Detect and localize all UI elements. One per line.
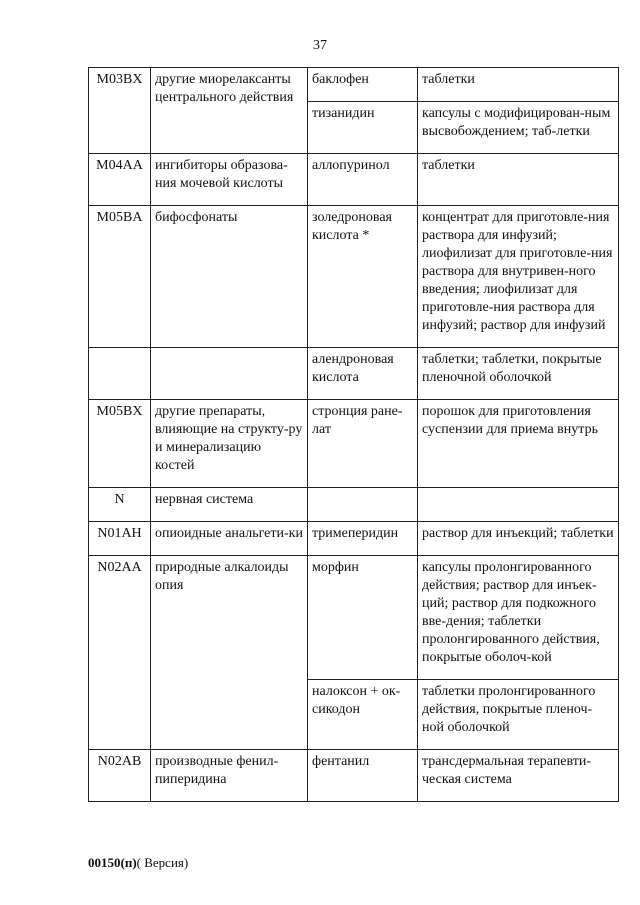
atc-group: нервная система: [151, 488, 308, 522]
atc-group: бифосфонаты: [151, 206, 308, 348]
atc-group: другие миорелаксанты центрального действия: [151, 68, 308, 154]
document-code: 00150(п): [88, 855, 137, 870]
dosage-form: капсулы с модифицирован-ным высвобождением; таб-летки: [418, 102, 619, 154]
table-row: [89, 750, 619, 802]
atc-group: опиоидные анальгети-ки: [151, 522, 308, 556]
atc-group: [151, 348, 308, 400]
table-row: [89, 556, 619, 680]
drug-name: тримеперидин: [308, 522, 418, 556]
table-row: [89, 154, 619, 206]
atc-group: другие препараты, влияющие на структу-ру и минерализацию костей: [151, 400, 308, 488]
drug-name: аллопуринол: [308, 154, 418, 206]
table-row: [89, 522, 619, 556]
table-row: [89, 68, 619, 102]
atc-group: природные алкалоиды опия: [151, 556, 308, 750]
atc-code: N02AA: [89, 556, 151, 750]
drug-name: морфин: [308, 556, 418, 680]
drug-name: алендроновая кислота: [308, 348, 418, 400]
atc-code: N01AH: [89, 522, 151, 556]
page-number: 37: [313, 38, 327, 53]
dosage-form: капсулы пролонгированного действия; раствор для инъек-ций; раствор для подкожного вве-дения; таблетки пролонгированного действия, покрытые оболоч-кой: [418, 556, 619, 680]
atc-code: M05BX: [89, 400, 151, 488]
dosage-form: трансдермальная терапевти-ческая система: [418, 750, 619, 802]
atc-group: ингибиторы образова-ния мочевой кислоты: [151, 154, 308, 206]
drug-name: [308, 488, 418, 522]
table-row: [89, 348, 619, 400]
dosage-form: концентрат для приготовле-ния раствора для инфузий; лиофилизат для приготовле-ния раствора для внутривен-ного введения; лиофилизат для приготовле-ния раствора для инфузий; раствор для инфузий: [418, 206, 619, 348]
atc-code: M05BA: [89, 206, 151, 348]
drug-name: фентанил: [308, 750, 418, 802]
drug-name: золедроновая кислота *: [308, 206, 418, 348]
atc-code: N02AB: [89, 750, 151, 802]
drug-name: тизанидин: [308, 102, 418, 154]
atc-code: M03BX: [89, 68, 151, 154]
drug-name: баклофен: [308, 68, 418, 102]
atc-code: [89, 348, 151, 400]
atc-group: производные фенил-пиперидина: [151, 750, 308, 802]
atc-code: M04AA: [89, 154, 151, 206]
version-label: ( Версия): [136, 855, 189, 870]
table-row: [89, 488, 619, 522]
table-row: [89, 206, 619, 348]
dosage-form: таблетки пролонгированного действия, покрытые пленоч-ной оболочкой: [418, 680, 619, 750]
dosage-form: [418, 488, 619, 522]
table-row: [89, 400, 619, 488]
drug-name: налоксон + ок-сикодон: [308, 680, 418, 750]
footer: [88, 855, 188, 871]
dosage-form: таблетки: [418, 154, 619, 206]
dosage-form: таблетки: [418, 68, 619, 102]
atc-code: N: [89, 488, 151, 522]
dosage-form: таблетки; таблетки, покрытые пленочной оболочкой: [418, 348, 619, 400]
dosage-form: порошок для приготовления суспензии для приема внутрь: [418, 400, 619, 488]
dosage-form: раствор для инъекций; таблетки: [418, 522, 619, 556]
drug-table: [88, 67, 619, 802]
drug-name: стронция ране-лат: [308, 400, 418, 488]
